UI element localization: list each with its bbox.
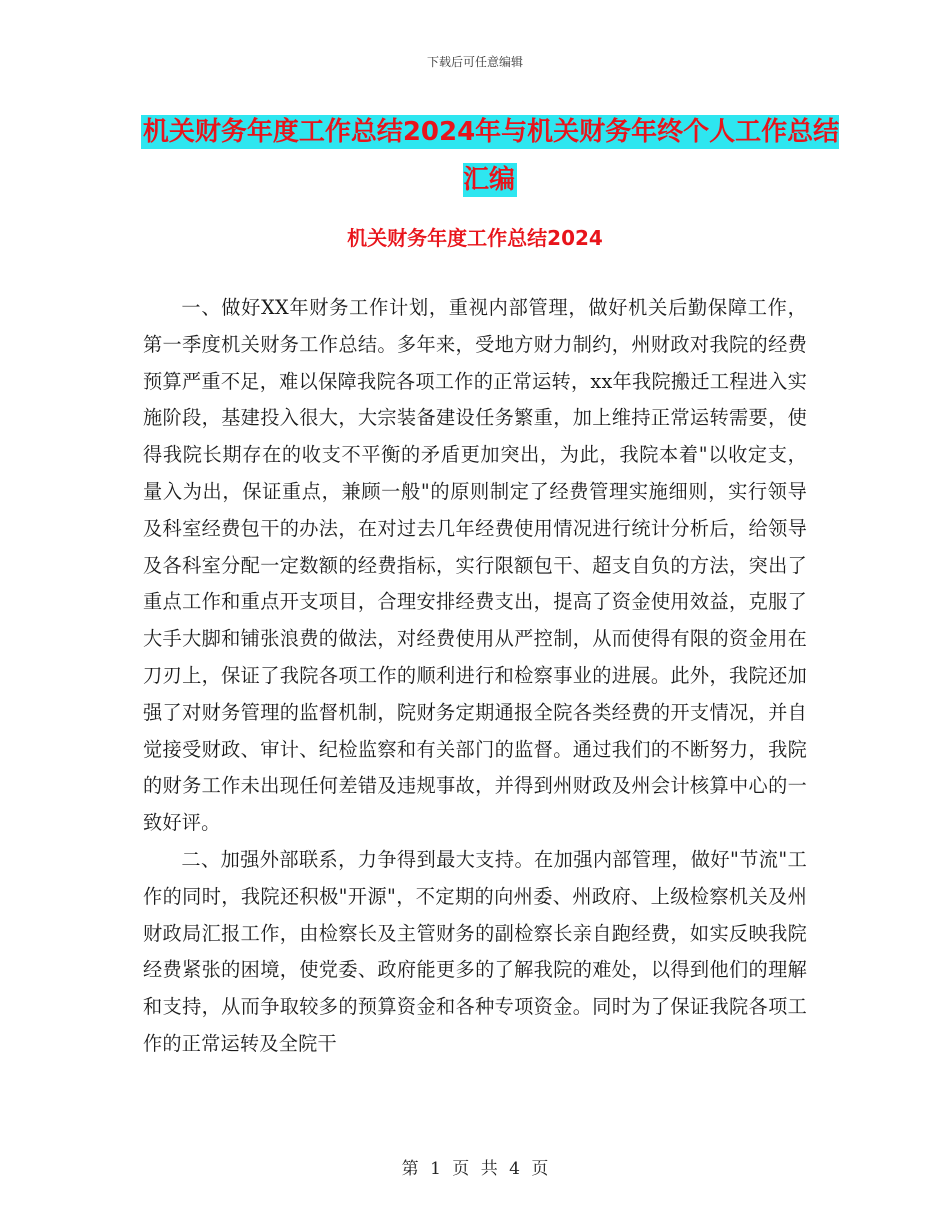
paragraph-1: 一、做好XX年财务工作计划，重视内部管理，做好机关后勤保障工作，第一季度机关财务工作总结。多年来，受地方财力制约，州财政对我院的经费预算严重不足，难以保障我院各项工作的正常运转，xx年我院搬迁工程进入实施阶段，基建投入很大，大宗装备建设任务繁重，加上维持正常运转需要，使得我院长期存在的收支不平衡的矛盾更加突出，为此，我院本着"以收定支，量入为出，保证重点，兼顾一般"的原则制定了经费管理实施细则，实行领导及科室经费包干的办法，在对过去几年经费使用情况进行统计分析后，给领导及各科室分配一定数额的经费指标，实行限额包干、超支自负的方法，突出了重点工作和重点开支项目，合理安排经费支出，提高了资金使用效益，克服了大手大脚和铺张浪费的做法，对经费使用从严控制，从而使得有限的资金用在刀刃上，保证了我院各项工作的顺利进行和检察事业的进展。此外，我院还加强了对财务管理的监督机制，院财务定期通报全院各类经费的开支情况，并自觉接受财政、审计、纪检监察和有关部门的监督。通过我们的不断努力，我院的财务工作未出现任何差错及违规事故，并得到州财政及州会计核算中心的一致好评。 xyxy=(143,296,807,835)
header-note: 下载后可任意编辑 xyxy=(426,55,523,69)
document-title xyxy=(140,108,840,204)
document-title-highlight: 机关财务年度工作总结2024年与机关财务年终个人工作总结汇编 xyxy=(142,117,840,195)
section-title: 机关财务年度工作总结2024 xyxy=(347,226,603,250)
paragraph-2: 二、加强外部联系，力争得到最大支持。在加强内部管理，做好"节流"工作的同时，我院还积极"开源"，不定期的向州委、州政府、上级检察机关及州财政局汇报工作，由检察长及主管财务的副检察长亲自跑经费，如实反映我院经费紧张的困境，使党委、政府能更多的了解我院的难处，以得到他们的理解和支持，从而争取较多的预算资金和各种专项资金。同时为了保证我院各项工作的正常运转及全院干 xyxy=(143,847,807,1055)
page-number-footer: 第 1 页 共 4 页 xyxy=(401,1159,549,1179)
document-body xyxy=(143,290,807,1063)
